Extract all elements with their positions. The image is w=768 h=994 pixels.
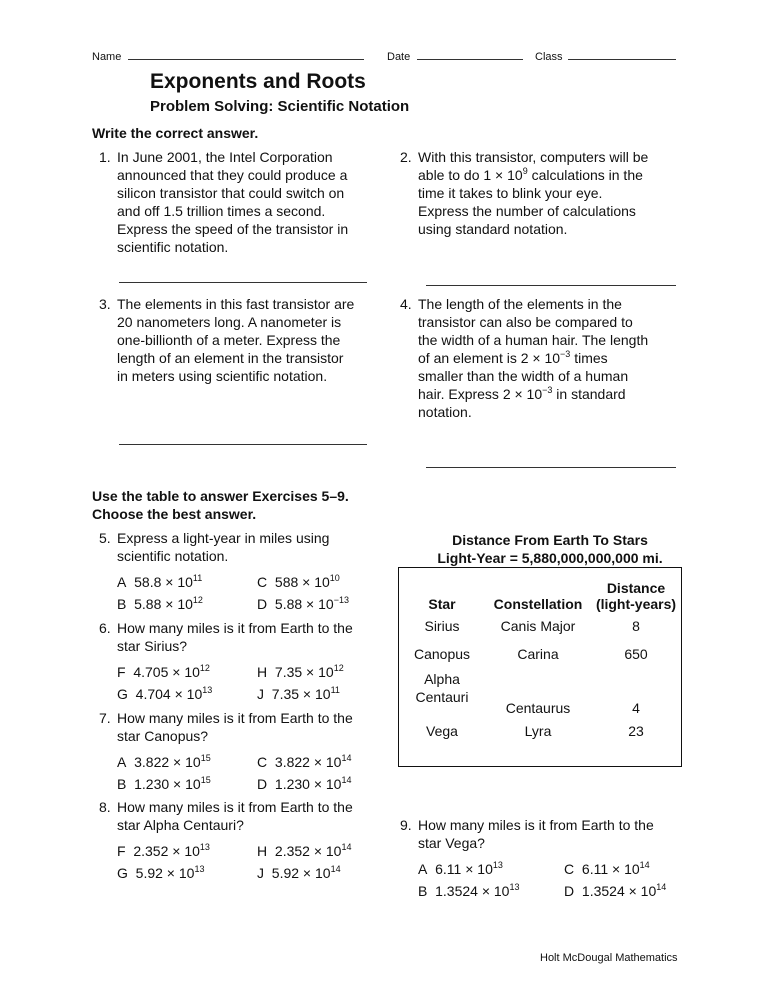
question-number: 4. <box>400 296 412 312</box>
option-5a[interactable]: A $58.8 \times 10^{11}$ <box>117 573 203 590</box>
table-header-row <box>399 568 681 612</box>
question-line: notation. <box>418 404 472 420</box>
answer-line-4[interactable] <box>426 467 676 468</box>
cell-distance: 4 <box>632 700 640 716</box>
question-line: using standard notation. <box>418 221 568 237</box>
question-2 <box>400 148 690 248</box>
question-line: scientific notation. <box>117 239 229 255</box>
question-number: 5. <box>99 530 111 546</box>
question-line: and off 1.5 trillion times a second. <box>117 203 326 219</box>
option-5b[interactable]: B $5.88 \times 10^{12}$ <box>117 595 203 612</box>
option-7c[interactable]: C $3.822 \times 10^{14}$ <box>257 753 352 770</box>
option-9b[interactable]: B $1.3524 \times 10^{13}$ <box>418 882 520 899</box>
question-line: How many miles is it from Earth to the <box>117 710 353 726</box>
question-6 <box>99 619 389 709</box>
cell-star: Vega <box>426 723 458 739</box>
question-number: 1. <box>99 149 111 165</box>
option-5d[interactable]: D $5.88 \times 10^{-13}$ <box>257 595 349 612</box>
question-number: 7. <box>99 710 111 726</box>
option-8j[interactable]: J $5.92 \times 10^{14}$ <box>257 864 341 881</box>
option-8h[interactable]: H $2.352 \times 10^{14}$ <box>257 842 352 859</box>
option-9d[interactable]: D $1.3524 \times 10^{14}$ <box>564 882 667 899</box>
option-7b[interactable]: B $1.230 \times 10^{15}$ <box>117 775 211 792</box>
question-line: Express the number of calculations <box>418 203 636 219</box>
question-number: 8. <box>99 799 111 815</box>
date-label: Date <box>387 51 411 63</box>
option-6g[interactable]: G $4.704 \times 10^{13}$ <box>117 685 213 702</box>
question-8 <box>99 798 389 888</box>
class-line <box>568 48 676 60</box>
question-line: How many miles is it from Earth to the <box>117 620 353 636</box>
cell-distance: 650 <box>624 646 648 662</box>
class-field[interactable] <box>535 48 676 63</box>
table-row <box>399 612 681 640</box>
page-title: Exponents and Roots <box>150 70 366 93</box>
question-line: The elements in this fast transistor are <box>117 296 355 312</box>
cell-star: Alpha Centauri <box>415 671 469 705</box>
option-6j[interactable]: J $7.35 \times 10^{11}$ <box>257 685 340 702</box>
question-line: star Alpha Centauri? <box>117 817 244 833</box>
question-line: the width of a human hair. The length <box>418 332 649 348</box>
question-line: How many miles is it from Earth to the <box>117 799 353 815</box>
option-9a[interactable]: A $6.11 \times 10^{13}$ <box>418 860 503 877</box>
header-distance: Distance (light-years) <box>595 580 677 612</box>
question-9 <box>400 816 700 906</box>
question-line: time it takes to blink your eye. <box>418 185 603 201</box>
question-line: How many miles is it from Earth to the <box>418 817 654 833</box>
question-line: silicon transistor that could switch on <box>117 185 345 201</box>
answer-line-3[interactable] <box>119 444 367 445</box>
question-7 <box>99 709 389 799</box>
page-subtitle: Problem Solving: Scientific Notation <box>150 98 410 115</box>
question-line: Express a light-year in miles using <box>117 530 330 546</box>
instruction-line: Use the table to answer Exercises 5–9. <box>92 488 349 504</box>
class-label: Class <box>535 51 563 63</box>
name-label: Name <box>92 51 122 63</box>
option-7d[interactable]: D $1.230 \times 10^{14}$ <box>257 775 352 792</box>
question-number: 9. <box>400 817 412 833</box>
table-title: Distance From Earth To Stars <box>452 532 648 548</box>
question-number: 3. <box>99 296 111 312</box>
cell-constellation: Carina <box>517 646 559 662</box>
question-4 <box>400 295 690 425</box>
question-line: transistor can also be compared to <box>418 314 633 330</box>
question-line: With this transistor, computers will be <box>418 149 649 165</box>
cell-distance: 23 <box>628 723 644 739</box>
footer-publisher: Holt McDougal Mathematics <box>540 952 678 964</box>
question-5 <box>99 529 389 619</box>
question-number: 2. <box>400 149 412 165</box>
answer-line-2[interactable] <box>426 285 676 286</box>
question-line: one-billionth of a meter. Express the <box>117 332 341 348</box>
cell-distance: 8 <box>632 618 640 634</box>
cell-constellation: Lyra <box>524 723 552 739</box>
question-line: The length of the elements in the <box>418 296 622 312</box>
question-line: star Vega? <box>418 835 485 851</box>
option-7a[interactable]: A $3.822 \times 10^{15}$ <box>117 753 211 770</box>
date-field[interactable] <box>387 48 523 63</box>
header-constellation: Constellation <box>493 596 583 612</box>
question-line: announced that they could produce a <box>117 167 348 183</box>
cell-constellation: Centaurus <box>505 700 571 716</box>
instruction-line: Choose the best answer. <box>92 506 257 522</box>
question-line: length of an element in the transistor <box>117 350 344 366</box>
table-subtitle: Light-Year = 5,880,000,000,000 mi. <box>437 550 663 566</box>
option-8f[interactable]: F $2.352 \times 10^{13}$ <box>117 842 210 859</box>
name-field[interactable] <box>92 48 364 63</box>
table-row <box>399 668 681 716</box>
question-1 <box>99 148 379 268</box>
question-line: of an element is $2 \times 10^{-3}$ times <box>418 349 608 366</box>
star-table <box>398 567 682 767</box>
question-line: in meters using scientific notation. <box>117 368 328 384</box>
question-line: able to do $1 \times 10^9$ calculations in the <box>418 166 643 183</box>
question-number: 6. <box>99 620 111 636</box>
question-line: In June 2001, the Intel Corporation <box>117 149 333 165</box>
option-6f[interactable]: F $4.705 \times 10^{12}$ <box>117 663 210 680</box>
question-line: star Sirius? <box>117 638 188 654</box>
name-line <box>128 48 364 60</box>
question-line: Express the speed of the transistor in <box>117 221 349 237</box>
answer-line-1[interactable] <box>119 282 367 283</box>
table-title-block <box>400 531 700 567</box>
question-line: star Canopus? <box>117 728 209 744</box>
instruction-use-table <box>92 487 349 523</box>
table-row <box>399 716 681 746</box>
cell-star: Canopus <box>413 646 471 662</box>
question-line: smaller than the width of a human <box>418 368 629 384</box>
instruction-write-answer: Write the correct answer. <box>92 125 259 141</box>
table-row <box>399 640 681 668</box>
option-5c[interactable]: C $588 \times 10^{10}$ <box>257 573 340 590</box>
cell-star: Sirius <box>424 618 460 634</box>
option-6h[interactable]: H $7.35 \times 10^{12}$ <box>257 663 344 680</box>
question-line: 20 nanometers long. A nanometer is <box>117 314 342 330</box>
question-line: hair. Express $2 \times 10^{-3}$ in standard <box>418 385 626 402</box>
question-3 <box>99 295 384 395</box>
option-9c[interactable]: C $6.11 \times 10^{14}$ <box>564 860 650 877</box>
date-line <box>417 48 523 60</box>
header-star: Star <box>428 596 456 612</box>
cell-constellation: Canis Major <box>500 618 576 634</box>
option-8g[interactable]: G $5.92 \times 10^{13}$ <box>117 864 205 881</box>
question-line: scientific notation. <box>117 548 229 564</box>
